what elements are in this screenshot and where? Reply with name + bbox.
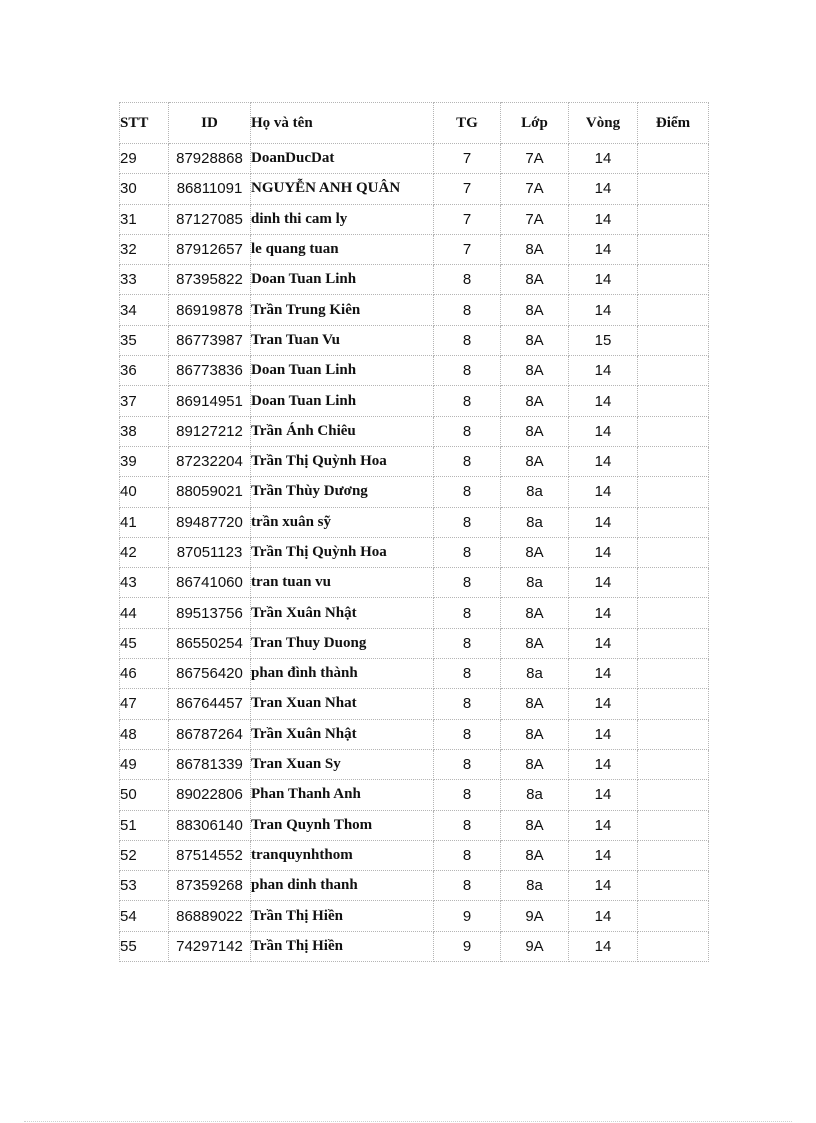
cell-name: Tran Quynh Thom: [251, 810, 434, 840]
cell-id: 86889022: [169, 901, 251, 931]
cell-name: tranquynhthom: [251, 840, 434, 870]
cell-lop: 8A: [501, 356, 569, 386]
cell-vong: 14: [569, 356, 638, 386]
cell-tg: 8: [434, 416, 501, 446]
cell-lop: 8a: [501, 780, 569, 810]
cell-id: 86787264: [169, 719, 251, 749]
cell-diem: [638, 719, 709, 749]
cell-vong: 14: [569, 477, 638, 507]
header-stt: STT: [120, 103, 169, 144]
cell-diem: [638, 144, 709, 174]
table-row: [120, 446, 709, 476]
cell-diem: [638, 234, 709, 264]
cell-vong: 14: [569, 840, 638, 870]
cell-name: DoanDucDat: [251, 144, 434, 174]
cell-vong: 14: [569, 689, 638, 719]
cell-vong: 14: [569, 446, 638, 476]
cell-tg: 8: [434, 749, 501, 779]
cell-tg: 7: [434, 204, 501, 234]
cell-tg: 8: [434, 871, 501, 901]
cell-diem: [638, 689, 709, 719]
cell-name: Tran Tuan Vu: [251, 325, 434, 355]
cell-lop: 8A: [501, 749, 569, 779]
cell-lop: 7A: [501, 144, 569, 174]
cell-stt: 42: [120, 537, 169, 567]
cell-name: phan dinh thanh: [251, 871, 434, 901]
cell-name: Trần Thị Hiền: [251, 931, 434, 961]
header-vong: Vòng: [569, 103, 638, 144]
table-row: [120, 598, 709, 628]
cell-tg: 8: [434, 840, 501, 870]
cell-id: 87232204: [169, 446, 251, 476]
cell-diem: [638, 628, 709, 658]
cell-tg: 8: [434, 295, 501, 325]
cell-stt: 31: [120, 204, 169, 234]
table-row: [120, 265, 709, 295]
cell-stt: 29: [120, 144, 169, 174]
table-row: [120, 689, 709, 719]
cell-name: Doan Tuan Linh: [251, 386, 434, 416]
cell-diem: [638, 386, 709, 416]
header-row: [120, 103, 709, 144]
cell-name: Trần Xuân Nhật: [251, 719, 434, 749]
cell-id: 87514552: [169, 840, 251, 870]
cell-lop: 8A: [501, 325, 569, 355]
cell-tg: 8: [434, 386, 501, 416]
cell-name: Trần Thùy Dương: [251, 477, 434, 507]
cell-diem: [638, 446, 709, 476]
cell-vong: 14: [569, 144, 638, 174]
cell-tg: 8: [434, 356, 501, 386]
cell-name: Trần Ánh Chiêu: [251, 416, 434, 446]
cell-lop: 8A: [501, 234, 569, 264]
cell-vong: 14: [569, 931, 638, 961]
cell-tg: 8: [434, 265, 501, 295]
cell-vong: 14: [569, 749, 638, 779]
cell-diem: [638, 325, 709, 355]
cell-id: 86773836: [169, 356, 251, 386]
cell-lop: 8a: [501, 568, 569, 598]
cell-vong: 14: [569, 265, 638, 295]
cell-tg: 8: [434, 628, 501, 658]
cell-stt: 48: [120, 719, 169, 749]
table-header: [120, 103, 709, 144]
cell-id: 87051123: [169, 537, 251, 567]
cell-name: Tran Xuan Nhat: [251, 689, 434, 719]
table-body: [120, 144, 709, 962]
header-tg: TG: [434, 103, 501, 144]
cell-diem: [638, 598, 709, 628]
cell-stt: 30: [120, 174, 169, 204]
cell-stt: 34: [120, 295, 169, 325]
cell-name: Phan Thanh Anh: [251, 780, 434, 810]
cell-id: 74297142: [169, 931, 251, 961]
cell-tg: 7: [434, 174, 501, 204]
cell-diem: [638, 477, 709, 507]
cell-diem: [638, 174, 709, 204]
table-row: [120, 628, 709, 658]
cell-id: 86781339: [169, 749, 251, 779]
cell-name: Tran Thuy Duong: [251, 628, 434, 658]
cell-id: 86773987: [169, 325, 251, 355]
table-row: [120, 144, 709, 174]
cell-diem: [638, 416, 709, 446]
cell-vong: 14: [569, 659, 638, 689]
cell-id: 86919878: [169, 295, 251, 325]
cell-stt: 55: [120, 931, 169, 961]
table-row: [120, 871, 709, 901]
cell-diem: [638, 568, 709, 598]
cell-id: 87912657: [169, 234, 251, 264]
cell-lop: 8A: [501, 840, 569, 870]
cell-id: 88306140: [169, 810, 251, 840]
cell-diem: [638, 265, 709, 295]
cell-stt: 44: [120, 598, 169, 628]
cell-lop: 8A: [501, 810, 569, 840]
header-id: ID: [169, 103, 251, 144]
cell-lop: 8A: [501, 265, 569, 295]
cell-stt: 50: [120, 780, 169, 810]
cell-stt: 39: [120, 446, 169, 476]
cell-tg: 8: [434, 446, 501, 476]
cell-stt: 32: [120, 234, 169, 264]
cell-vong: 14: [569, 598, 638, 628]
table-row: [120, 537, 709, 567]
cell-vong: 14: [569, 204, 638, 234]
cell-name: Doan Tuan Linh: [251, 265, 434, 295]
header-diem: Điểm: [638, 103, 709, 144]
cell-id: 86741060: [169, 568, 251, 598]
cell-id: 87395822: [169, 265, 251, 295]
cell-id: 89022806: [169, 780, 251, 810]
cell-tg: 8: [434, 537, 501, 567]
header-name: Họ và tên: [251, 103, 434, 144]
cell-tg: 7: [434, 144, 501, 174]
cell-vong: 15: [569, 325, 638, 355]
student-table: [119, 102, 709, 962]
cell-diem: [638, 356, 709, 386]
cell-lop: 8a: [501, 507, 569, 537]
cell-vong: 14: [569, 901, 638, 931]
cell-diem: [638, 840, 709, 870]
cell-tg: 9: [434, 931, 501, 961]
cell-lop: 8A: [501, 416, 569, 446]
cell-diem: [638, 931, 709, 961]
table-row: [120, 749, 709, 779]
cell-id: 86764457: [169, 689, 251, 719]
table-row: [120, 325, 709, 355]
cell-stt: 35: [120, 325, 169, 355]
cell-id: 86550254: [169, 628, 251, 658]
cell-id: 89127212: [169, 416, 251, 446]
cell-tg: 8: [434, 689, 501, 719]
table-row: [120, 204, 709, 234]
cell-tg: 7: [434, 234, 501, 264]
cell-stt: 54: [120, 901, 169, 931]
cell-lop: 8A: [501, 628, 569, 658]
cell-vong: 14: [569, 780, 638, 810]
cell-stt: 36: [120, 356, 169, 386]
cell-name: NGUYỄN ANH QUÂN: [251, 174, 434, 204]
cell-tg: 8: [434, 719, 501, 749]
cell-diem: [638, 749, 709, 779]
cell-id: 86811091: [169, 174, 251, 204]
cell-lop: 8a: [501, 477, 569, 507]
cell-name: Trần Thị Quỳnh Hoa: [251, 537, 434, 567]
table-row: [120, 356, 709, 386]
cell-lop: 8A: [501, 446, 569, 476]
cell-lop: 8A: [501, 719, 569, 749]
cell-diem: [638, 295, 709, 325]
table-row: [120, 416, 709, 446]
cell-lop: 8a: [501, 871, 569, 901]
table-row: [120, 840, 709, 870]
cell-vong: 14: [569, 234, 638, 264]
cell-stt: 33: [120, 265, 169, 295]
cell-lop: 8A: [501, 386, 569, 416]
cell-lop: 8A: [501, 598, 569, 628]
cell-diem: [638, 204, 709, 234]
table-row: [120, 234, 709, 264]
table-row: [120, 810, 709, 840]
cell-stt: 53: [120, 871, 169, 901]
cell-vong: 14: [569, 507, 638, 537]
cell-vong: 14: [569, 295, 638, 325]
table-row: [120, 901, 709, 931]
cell-tg: 8: [434, 598, 501, 628]
cell-name: phan đình thành: [251, 659, 434, 689]
cell-vong: 14: [569, 810, 638, 840]
table-row: [120, 780, 709, 810]
cell-stt: 45: [120, 628, 169, 658]
cell-name: Doan Tuan Linh: [251, 356, 434, 386]
cell-diem: [638, 871, 709, 901]
cell-id: 87359268: [169, 871, 251, 901]
cell-id: 89513756: [169, 598, 251, 628]
page-bottom-divider: [24, 1121, 792, 1122]
cell-name: Trần Thị Hiền: [251, 901, 434, 931]
cell-tg: 8: [434, 780, 501, 810]
cell-stt: 47: [120, 689, 169, 719]
cell-diem: [638, 810, 709, 840]
cell-tg: 8: [434, 659, 501, 689]
cell-stt: 37: [120, 386, 169, 416]
cell-name: Trần Xuân Nhật: [251, 598, 434, 628]
cell-lop: 7A: [501, 204, 569, 234]
header-lop: Lớp: [501, 103, 569, 144]
cell-stt: 52: [120, 840, 169, 870]
cell-tg: 8: [434, 325, 501, 355]
cell-stt: 38: [120, 416, 169, 446]
table-row: [120, 295, 709, 325]
cell-vong: 14: [569, 628, 638, 658]
cell-lop: 9A: [501, 931, 569, 961]
cell-stt: 41: [120, 507, 169, 537]
cell-vong: 14: [569, 871, 638, 901]
cell-id: 88059021: [169, 477, 251, 507]
cell-diem: [638, 537, 709, 567]
cell-id: 86756420: [169, 659, 251, 689]
cell-name: le quang tuan: [251, 234, 434, 264]
cell-name: tran tuan vu: [251, 568, 434, 598]
cell-name: Trần Trung Kiên: [251, 295, 434, 325]
cell-diem: [638, 780, 709, 810]
cell-vong: 14: [569, 568, 638, 598]
table-row: [120, 386, 709, 416]
table-row: [120, 659, 709, 689]
cell-vong: 14: [569, 386, 638, 416]
cell-name: Tran Xuan Sy: [251, 749, 434, 779]
table-row: [120, 568, 709, 598]
cell-lop: 8A: [501, 537, 569, 567]
cell-tg: 8: [434, 507, 501, 537]
cell-vong: 14: [569, 537, 638, 567]
cell-tg: 9: [434, 901, 501, 931]
cell-vong: 14: [569, 416, 638, 446]
cell-lop: 7A: [501, 174, 569, 204]
table-row: [120, 174, 709, 204]
cell-tg: 8: [434, 568, 501, 598]
cell-stt: 40: [120, 477, 169, 507]
cell-id: 87127085: [169, 204, 251, 234]
cell-stt: 43: [120, 568, 169, 598]
table-row: [120, 477, 709, 507]
table-row: [120, 719, 709, 749]
cell-diem: [638, 507, 709, 537]
cell-id: 86914951: [169, 386, 251, 416]
cell-lop: 8a: [501, 659, 569, 689]
cell-lop: 8A: [501, 689, 569, 719]
cell-diem: [638, 901, 709, 931]
cell-name: Trần Thị Quỳnh Hoa: [251, 446, 434, 476]
cell-lop: 8A: [501, 295, 569, 325]
cell-stt: 49: [120, 749, 169, 779]
cell-stt: 51: [120, 810, 169, 840]
cell-lop: 9A: [501, 901, 569, 931]
cell-name: dinh thi cam ly: [251, 204, 434, 234]
cell-stt: 46: [120, 659, 169, 689]
cell-name: trần xuân sỹ: [251, 507, 434, 537]
cell-id: 89487720: [169, 507, 251, 537]
cell-vong: 14: [569, 719, 638, 749]
table-row: [120, 931, 709, 961]
cell-vong: 14: [569, 174, 638, 204]
cell-diem: [638, 659, 709, 689]
table-row: [120, 507, 709, 537]
cell-tg: 8: [434, 477, 501, 507]
cell-tg: 8: [434, 810, 501, 840]
cell-id: 87928868: [169, 144, 251, 174]
